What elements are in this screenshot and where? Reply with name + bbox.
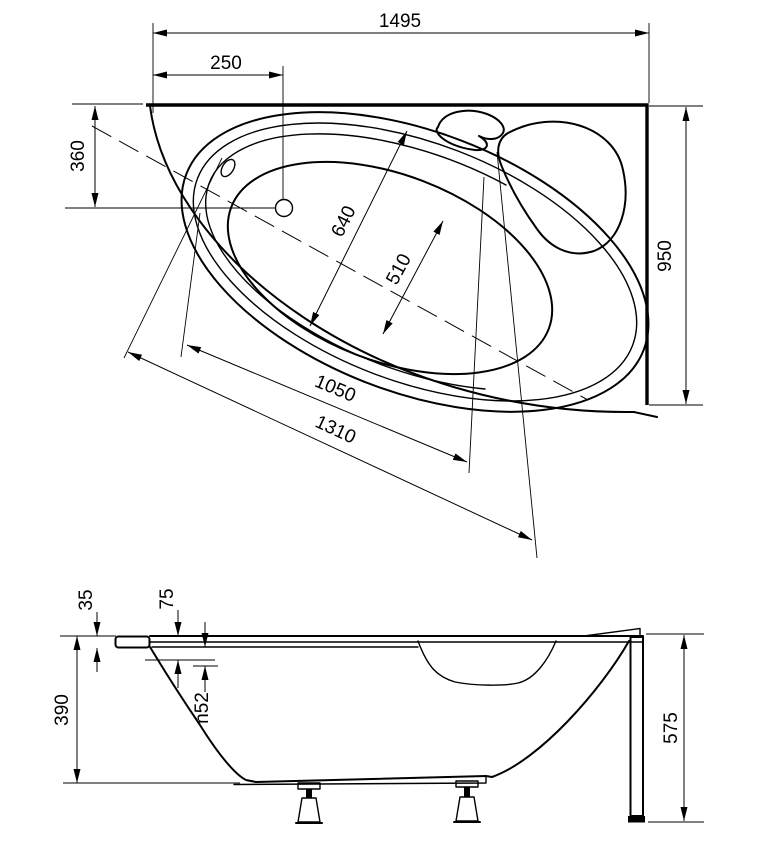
dim-n52-label: n52 bbox=[192, 692, 213, 724]
adjustable-foot-left bbox=[296, 783, 322, 823]
tub-skirt-line bbox=[206, 134, 506, 389]
support-leg bbox=[631, 637, 644, 816]
drain-icon bbox=[276, 200, 293, 217]
dim-510-label: 510 bbox=[382, 250, 416, 289]
dim-640 bbox=[310, 131, 407, 326]
dim-250-label: 250 bbox=[210, 53, 242, 74]
dim-1050-label: 1050 bbox=[311, 371, 359, 407]
rim-end-block bbox=[116, 637, 150, 648]
dim-390-label: 390 bbox=[52, 694, 73, 726]
dim-75-label: 75 bbox=[157, 588, 178, 610]
dim-575 bbox=[646, 634, 704, 822]
dim-360-label: 360 bbox=[68, 140, 89, 172]
dim-35 bbox=[60, 589, 116, 672]
shell-outline bbox=[150, 641, 629, 782]
dim-640-label: 640 bbox=[327, 202, 361, 241]
dim-950 bbox=[649, 106, 703, 405]
support-leg-base bbox=[628, 816, 645, 823]
dim-1310-label: 1310 bbox=[311, 411, 359, 449]
basin-profile bbox=[418, 641, 556, 685]
dim-510 bbox=[382, 221, 443, 334]
dim-360 bbox=[65, 104, 275, 208]
tub-outer-rim bbox=[140, 53, 691, 471]
dim-1495-label: 1495 bbox=[378, 11, 422, 32]
dim-575-label: 575 bbox=[661, 712, 682, 744]
dim-950-label: 950 bbox=[655, 240, 676, 272]
dim-n52 bbox=[192, 622, 218, 724]
top-view bbox=[65, 11, 703, 558]
adjustable-foot-right bbox=[454, 781, 480, 822]
far-rim-wedge bbox=[584, 629, 640, 637]
side-view bbox=[52, 588, 704, 823]
dim-35-label: 35 bbox=[76, 589, 97, 611]
